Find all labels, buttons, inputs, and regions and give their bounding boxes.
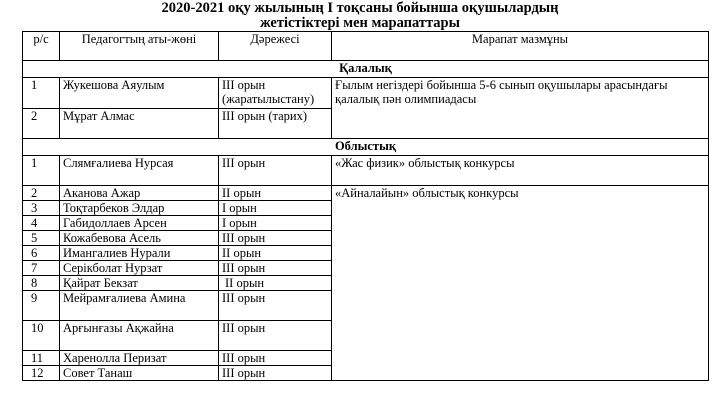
row-name: Серікболат Нурзат	[60, 261, 219, 276]
col-header-num: р/с	[23, 32, 60, 61]
row-content: «Жас физик» облыстық конкурсы	[332, 156, 709, 186]
row-num: 4	[23, 216, 60, 231]
row-degree: ІІ орын	[219, 246, 332, 261]
section-row-region	[23, 139, 709, 156]
row-num: 2	[23, 186, 60, 201]
row-num: 10	[23, 321, 60, 351]
col-header-degree: Дәрежесі	[219, 32, 332, 61]
table-row	[23, 156, 709, 186]
row-degree: ІІІ орын (тарих)	[219, 109, 332, 139]
row-num: 8	[23, 276, 60, 291]
row-name: Кожабевова Асель	[60, 231, 219, 246]
row-name: Қайрат Бекзат	[60, 276, 219, 291]
row-num: 5	[23, 231, 60, 246]
row-name: Мейрамғалиева Амина	[60, 291, 219, 321]
row-num: 1	[23, 156, 60, 186]
row-degree: І орын	[219, 216, 332, 231]
row-name: Арғынғазы Ақжайна	[60, 321, 219, 351]
row-num: 9	[23, 291, 60, 321]
row-name: Мұрат Алмас	[60, 109, 219, 139]
row-num: 3	[23, 201, 60, 216]
row-degree: ІІІ орын	[219, 231, 332, 246]
row-content: Ғылым негіздері бойынша 5-6 сынып оқушылары арасындағы қалалық пән олимпиадасы	[332, 78, 709, 139]
row-degree: ІІІ орын	[219, 156, 332, 186]
row-name: Харенолла Перизат	[60, 351, 219, 366]
row-degree: І орын	[219, 201, 332, 216]
row-name: Слямғалиева Нурсая	[60, 156, 219, 186]
row-content: «Айналайын» облыстық конкурсы	[332, 186, 709, 381]
awards-table	[22, 31, 709, 381]
table-row	[23, 186, 709, 201]
section-label-region: Облыстық	[23, 139, 709, 156]
row-degree: ІІ орын	[219, 186, 332, 201]
row-degree: ІІІ орын	[219, 291, 332, 321]
row-name: Габидоллаев Арсен	[60, 216, 219, 231]
row-num: 11	[23, 351, 60, 366]
row-name: Имангалиев Нурали	[60, 246, 219, 261]
row-num: 7	[23, 261, 60, 276]
row-degree: ІІІ орын (жаратылыстану)	[219, 78, 332, 109]
row-num: 2	[23, 109, 60, 139]
document-title-line1: 2020-2021 оқу жылының І тоқсаны бойынша оқушылардың	[161, 0, 559, 16]
row-degree: ІІІ орын	[219, 261, 332, 276]
row-degree: ІІІ орын	[219, 366, 332, 381]
table-header-row	[23, 32, 709, 61]
row-name: Совет Танаш	[60, 366, 219, 381]
col-header-content: Марапат мазмұны	[332, 32, 709, 61]
row-num: 1	[23, 78, 60, 109]
row-name: Тоқтарбеков Элдар	[60, 201, 219, 216]
row-name: Аканова Ажар	[60, 186, 219, 201]
row-num: 12	[23, 366, 60, 381]
row-degree: ІІІ орын	[219, 321, 332, 351]
row-degree: ІІ орын	[219, 276, 332, 291]
row-num: 6	[23, 246, 60, 261]
document-title-line2: жетістіктері мен марапаттары	[260, 15, 460, 31]
col-header-name: Педагогтың аты-жөні	[60, 32, 219, 61]
row-degree: ІІІ орын	[219, 351, 332, 366]
section-row-city	[23, 61, 709, 78]
table-row	[23, 78, 709, 109]
section-label-city: Қалалық	[23, 61, 709, 78]
row-name: Жукешова Аяулым	[60, 78, 219, 109]
